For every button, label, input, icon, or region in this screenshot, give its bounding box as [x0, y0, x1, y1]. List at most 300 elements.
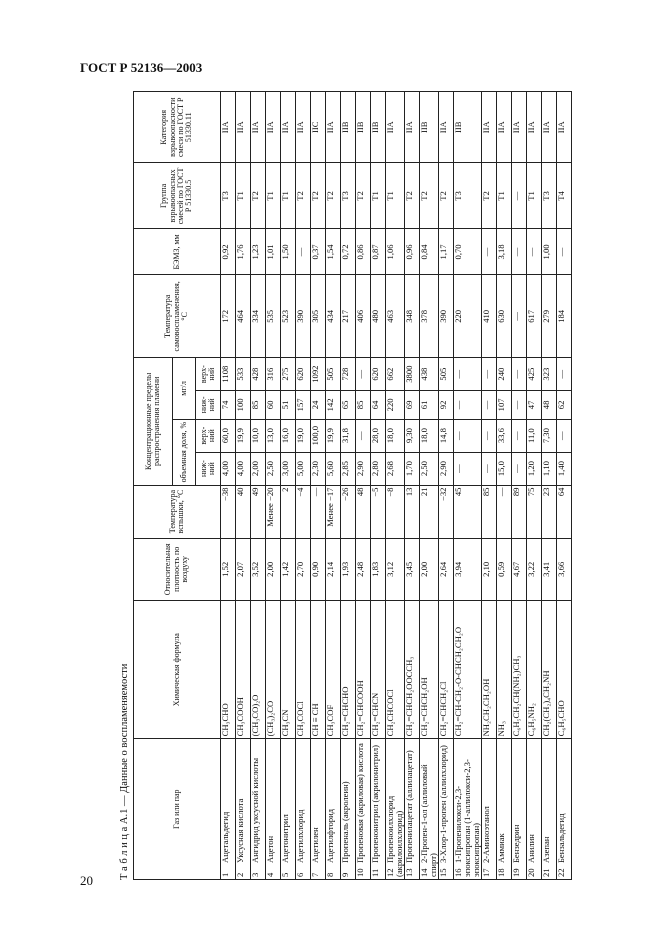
row-gas-name: Анилин	[526, 834, 537, 863]
row-number: 6	[295, 872, 305, 877]
cell-ml: 107	[497, 391, 512, 420]
cell-mu: 438	[420, 358, 439, 391]
row-gas-name: Ацетилфторид	[325, 808, 335, 863]
row-number: 12	[385, 868, 395, 877]
cell-flash: Менее −20	[266, 485, 281, 538]
col-volume: объемная доля, %	[173, 419, 196, 485]
row-gas-name: Уксусная кислота	[235, 798, 245, 863]
cell-g: —	[512, 163, 527, 229]
cell-flash: 2	[281, 485, 296, 538]
cell-gas	[557, 739, 572, 880]
cell-m: 1,54	[326, 229, 341, 275]
cell-c: IIA	[236, 92, 251, 163]
cell-c: IIA	[497, 92, 512, 163]
table-row	[454, 92, 482, 880]
cell-m: 0,72	[341, 229, 356, 275]
cell-density: 2,00	[420, 538, 439, 600]
cell-density: 1,42	[281, 538, 296, 600]
cell-gas	[420, 739, 439, 880]
cell-flash: 64	[557, 485, 572, 538]
cell-g: T2	[251, 163, 266, 229]
flammability-table	[133, 91, 572, 880]
row-gas-name: 1-Пропенилокси-2,3-эпоксипропан (1-аллилокси-2,3-эпоксипропан)	[453, 759, 482, 877]
cell-vl: 2,30	[311, 452, 326, 485]
cell-density: 4,67	[512, 538, 527, 600]
cell-vu: 18,0	[420, 419, 439, 452]
cell-mu: 1108	[221, 358, 236, 391]
cell-mu: 533	[236, 358, 251, 391]
row-gas-name: Азепан	[541, 836, 552, 863]
cell-vu: 19,9	[326, 419, 341, 452]
row-number: 2	[235, 872, 245, 877]
cell-mu: 240	[497, 358, 512, 391]
cell-m: 1,50	[281, 229, 296, 275]
cell-m: —	[512, 229, 527, 275]
cell-formula: CH₂CHCOCl	[386, 601, 405, 739]
cell-mu: —	[482, 358, 497, 391]
cell-m: 1,17	[439, 229, 454, 275]
cell-t: 390	[296, 275, 311, 358]
row-number: 18	[496, 868, 507, 877]
cell-g: T1	[527, 163, 542, 229]
cell-m: 1,23	[251, 229, 266, 275]
cell-vu: 100,0	[311, 419, 326, 452]
cell-mu: 620	[296, 358, 311, 391]
table-row	[356, 92, 371, 880]
row-number: 10	[355, 868, 365, 877]
cell-c: IIA	[482, 92, 497, 163]
cell-formula: CH₃COCl	[296, 601, 311, 739]
table-row	[542, 92, 557, 880]
row-number: 4	[265, 872, 275, 877]
rotated-table-area	[119, 91, 567, 880]
table-row	[497, 92, 512, 880]
cell-ml: 100	[236, 391, 251, 420]
cell-vu: —	[482, 419, 497, 452]
cell-c: IIB	[356, 92, 371, 163]
cell-flash: —	[311, 485, 326, 538]
cell-flash: —	[497, 485, 512, 538]
cell-g: T3	[341, 163, 356, 229]
cell-g: T2	[439, 163, 454, 229]
cell-m: 0,86	[356, 229, 371, 275]
cell-formula: CH₃CHO	[221, 601, 236, 739]
cell-ml: 61	[420, 391, 439, 420]
cell-mu: 425	[527, 358, 542, 391]
cell-vl: —	[482, 452, 497, 485]
col-group: Группа взрывоопасных смесей по ГОСТ Р 51330.5	[134, 163, 221, 229]
cell-vu: —	[454, 419, 482, 452]
cell-gas	[281, 739, 296, 880]
table-row	[326, 92, 341, 880]
cell-m: 0,96	[405, 229, 420, 275]
row-gas-name: Пропеналь (акролеин)	[340, 781, 350, 863]
cell-flash: 89	[512, 485, 527, 538]
cell-formula: (CH₃)₂CO	[266, 601, 281, 739]
cell-flash: 85	[482, 485, 497, 538]
cell-formula: CH₂=CHCN	[371, 601, 386, 739]
cell-gas	[405, 739, 420, 880]
table-body	[221, 92, 572, 880]
cell-formula: CH₂=CH-CH₂-O-CHCH₂CH₂O	[454, 601, 482, 739]
cell-formula: CH₂=CHCH₂OH	[420, 601, 439, 739]
cell-ml: 65	[341, 391, 356, 420]
cell-gas	[482, 739, 497, 880]
cell-c: IIA	[386, 92, 405, 163]
table-row	[405, 92, 420, 880]
row-gas-name: Пропенилацетат (аллилацетат)	[404, 750, 415, 863]
cell-mu: —	[356, 358, 371, 391]
cell-g: T2	[420, 163, 439, 229]
table-row	[371, 92, 386, 880]
cell-m: 0,87	[371, 229, 386, 275]
cell-m: 3,18	[497, 229, 512, 275]
cell-g: T1	[266, 163, 281, 229]
cell-t: 334	[251, 275, 266, 358]
row-number: 13	[404, 868, 415, 877]
table-row	[266, 92, 281, 880]
cell-formula: CH₂=CHCOOH	[356, 601, 371, 739]
row-gas-name: Ацетон	[265, 835, 275, 863]
cell-density: 3,45	[405, 538, 420, 600]
table-row	[281, 92, 296, 880]
row-gas-name: Ацетилхлорид	[295, 809, 305, 863]
row-gas-name: Аммиак	[496, 833, 507, 863]
cell-gas	[341, 739, 356, 880]
row-number: 7	[310, 872, 320, 877]
cell-density: 3,52	[251, 538, 266, 600]
row-gas-name: Бензальдегид	[556, 813, 567, 863]
row-number: 8	[325, 872, 335, 877]
cell-g: T4	[557, 163, 572, 229]
row-gas-name: Ацетонитрил	[280, 814, 290, 863]
col-formula: Химическая формула	[134, 601, 221, 739]
row-number: 22	[556, 868, 567, 877]
cell-g: T3	[221, 163, 236, 229]
cell-vu: —	[512, 419, 527, 452]
cell-mu: 662	[386, 358, 405, 391]
cell-vu: 9,30	[405, 419, 420, 452]
cell-m: —	[527, 229, 542, 275]
cell-m: —	[296, 229, 311, 275]
cell-density: 1,52	[221, 538, 236, 600]
cell-m: 0,84	[420, 229, 439, 275]
table-row	[251, 92, 266, 880]
cell-vl: 2,80	[371, 452, 386, 485]
cell-t: 434	[326, 275, 341, 358]
cell-mu: 505	[439, 358, 454, 391]
row-gas-name: Пропеновая (акриловая) кислота	[355, 743, 365, 863]
cell-ml: —	[454, 391, 482, 420]
cell-density: 3,41	[542, 538, 557, 600]
cell-formula: NH₂CH₂CH₂OH	[482, 601, 497, 739]
cell-formula: CH ≡ CH	[311, 601, 326, 739]
cell-gas	[326, 739, 341, 880]
cell-m: 1,76	[236, 229, 251, 275]
cell-mu: 620	[371, 358, 386, 391]
col-vol-upper: верх-ний	[196, 419, 221, 452]
cell-g: T2	[311, 163, 326, 229]
cell-vl: 2,90	[356, 452, 371, 485]
cell-flash: Менее −17	[326, 485, 341, 538]
cell-m: 1,01	[266, 229, 281, 275]
cell-mu: 1092	[311, 358, 326, 391]
cell-gas	[454, 739, 482, 880]
table-row	[420, 92, 439, 880]
cell-t: 348	[405, 275, 420, 358]
cell-gas	[497, 739, 512, 880]
table-row	[311, 92, 326, 880]
cell-formula: CH₂=CHCH₂Cl	[439, 601, 454, 739]
cell-m: 1,00	[542, 229, 557, 275]
cell-mu: —	[454, 358, 482, 391]
cell-formula: CH₂=CHCH₂OOCCH₃	[405, 601, 420, 739]
cell-m: 0,70	[454, 229, 482, 275]
cell-c: IIA	[439, 92, 454, 163]
cell-c: IIA	[281, 92, 296, 163]
cell-c: IIA	[296, 92, 311, 163]
cell-density: 1,83	[371, 538, 386, 600]
cell-vl: 2,90	[439, 452, 454, 485]
cell-c: IIA	[266, 92, 281, 163]
cell-density: 2,07	[236, 538, 251, 600]
cell-density: 2,00	[266, 538, 281, 600]
cell-vu: 33,6	[497, 419, 512, 452]
cell-flash: 40	[236, 485, 251, 538]
cell-c: IIA	[251, 92, 266, 163]
cell-vu: —	[557, 419, 572, 452]
cell-g: T2	[326, 163, 341, 229]
cell-m: 1,06	[386, 229, 405, 275]
cell-t: 305	[311, 275, 326, 358]
cell-vl: 1,10	[542, 452, 557, 485]
cell-m: —	[557, 229, 572, 275]
col-category: Категория взрывоопасности смеси по ГОСТ Р 51330.11	[134, 92, 221, 163]
cell-flash: −38	[221, 485, 236, 538]
cell-vl: 1,70	[405, 452, 420, 485]
cell-t: 617	[527, 275, 542, 358]
cell-c: IIA	[557, 92, 572, 163]
col-autoign: Температура самовоспламенения, °С	[134, 275, 221, 358]
cell-c: IIB	[420, 92, 439, 163]
cell-t: 523	[281, 275, 296, 358]
cell-vu: 60,0	[221, 419, 236, 452]
cell-density: 2,70	[296, 538, 311, 600]
row-number: 14	[419, 868, 430, 877]
cell-formula: CH₃COF	[326, 601, 341, 739]
table-row	[296, 92, 311, 880]
row-gas-name: Пропенонитрил (акрилонитрил)	[370, 745, 380, 863]
cell-t: —	[512, 275, 527, 358]
cell-flash: 49	[251, 485, 266, 538]
cell-vu: 19,9	[236, 419, 251, 452]
cell-flash: 23	[542, 485, 557, 538]
cell-ml: 24	[311, 391, 326, 420]
cell-mu: 316	[266, 358, 281, 391]
cell-ml: —	[482, 391, 497, 420]
cell-gas	[439, 739, 454, 880]
cell-mu: 323	[542, 358, 557, 391]
cell-g: T3	[454, 163, 482, 229]
col-limits: Концентрационные пределы распространения пламени	[134, 358, 173, 485]
cell-c: IIA	[542, 92, 557, 163]
cell-t: 463	[386, 275, 405, 358]
cell-vl: 4,00	[221, 452, 236, 485]
cell-flash: 48	[356, 485, 371, 538]
cell-formula: C₆H₅CHO	[557, 601, 572, 739]
row-number: 11	[370, 868, 380, 877]
cell-t: 464	[236, 275, 251, 358]
cell-gas	[542, 739, 557, 880]
cell-density: 3,22	[527, 538, 542, 600]
row-gas-name: Ангидрид уксусной кислоты	[250, 757, 260, 863]
cell-vl: 5,60	[326, 452, 341, 485]
cell-c: IIB	[341, 92, 356, 163]
cell-flash: 13	[405, 485, 420, 538]
cell-gas	[512, 739, 527, 880]
cell-density: 0,59	[497, 538, 512, 600]
cell-g: T2	[356, 163, 371, 229]
cell-mu: 428	[251, 358, 266, 391]
cell-mu: 275	[281, 358, 296, 391]
cell-ml: 142	[326, 391, 341, 420]
cell-vu: 31,8	[341, 419, 356, 452]
cell-c: IIA	[512, 92, 527, 163]
cell-flash: 21	[420, 485, 439, 538]
cell-mu: 728	[341, 358, 356, 391]
cell-ml: 47	[527, 391, 542, 420]
cell-ml: 157	[296, 391, 311, 420]
cell-vl: 5,00	[296, 452, 311, 485]
cell-vl: 2,68	[386, 452, 405, 485]
cell-vl: 4,00	[236, 452, 251, 485]
col-mesg: БЭМЗ, мм	[134, 229, 221, 275]
cell-ml: 60	[266, 391, 281, 420]
cell-mu: —	[557, 358, 572, 391]
cell-density: 2,48	[356, 538, 371, 600]
cell-t: 279	[542, 275, 557, 358]
row-number: 1	[220, 872, 230, 877]
cell-g: T2	[405, 163, 420, 229]
cell-t: 406	[356, 275, 371, 358]
cell-t: 172	[221, 275, 236, 358]
cell-t: 184	[557, 275, 572, 358]
cell-gas	[236, 739, 251, 880]
cell-vl: 1,40	[557, 452, 572, 485]
cell-gas	[386, 739, 405, 880]
cell-t: 217	[341, 275, 356, 358]
cell-c: IIB	[371, 92, 386, 163]
cell-gas	[221, 739, 236, 880]
cell-vu: 10,0	[251, 419, 266, 452]
cell-t: 410	[482, 275, 497, 358]
cell-g: T3	[542, 163, 557, 229]
row-gas-name: 2-Пропен-1-ол (аллиловый спирт)	[419, 764, 439, 877]
cell-vl: 15,0	[497, 452, 512, 485]
document-header: ГОСТ Р 52136—2003	[80, 60, 203, 75]
cell-g: T1	[236, 163, 251, 229]
cell-vu: 11,0	[527, 419, 542, 452]
cell-flash: −8	[386, 485, 405, 538]
cell-g: T1	[281, 163, 296, 229]
table-row	[386, 92, 405, 880]
cell-formula: C₆H₅CH₂CH(NH₂)CH₃	[512, 601, 527, 739]
cell-ml: 92	[439, 391, 454, 420]
row-number: 17	[481, 868, 492, 877]
col-vol-lower: ниж-ний	[196, 452, 221, 485]
cell-m: —	[482, 229, 497, 275]
cell-ml: 69	[405, 391, 420, 420]
row-number: 21	[541, 868, 552, 877]
cell-vl: 3,00	[281, 452, 296, 485]
cell-vl: 2,50	[266, 452, 281, 485]
cell-flash: −4	[296, 485, 311, 538]
row-gas-name: 3-Хлор-1-пропен (аллилхлорид)	[438, 745, 449, 863]
cell-c: IIA	[527, 92, 542, 163]
cell-density: 2,10	[482, 538, 497, 600]
cell-vu: 28,0	[371, 419, 386, 452]
row-gas-name: Ацетальдегид	[220, 811, 230, 863]
table-caption: Т а б л и ц а А.1 — Данные о воспламеняемости	[119, 663, 130, 880]
cell-gas	[356, 739, 371, 880]
cell-formula: C₆H₅NH₂	[527, 601, 542, 739]
cell-g: T1	[386, 163, 405, 229]
row-number: 5	[280, 872, 290, 877]
cell-g: T2	[482, 163, 497, 229]
cell-vl: 1,20	[527, 452, 542, 485]
cell-g: T1	[371, 163, 386, 229]
cell-gas	[266, 739, 281, 880]
row-number: 9	[340, 872, 350, 877]
cell-density: 2,14	[326, 538, 341, 600]
cell-g: T2	[296, 163, 311, 229]
cell-flash: −5	[371, 485, 386, 538]
col-gas: Газ или пар	[134, 739, 221, 880]
col-density: Относительная плотность по воздуху	[134, 538, 221, 600]
cell-flash: −32	[439, 485, 454, 538]
cell-c: IIC	[311, 92, 326, 163]
row-number: 20	[526, 868, 537, 877]
cell-formula: CH₃COOH	[236, 601, 251, 739]
col-flash: Температура вспышки, °С	[134, 485, 221, 538]
cell-ml: 62	[557, 391, 572, 420]
cell-c: IIA	[221, 92, 236, 163]
cell-vl: —	[454, 452, 482, 485]
cell-gas	[371, 739, 386, 880]
cell-m: 0,92	[221, 229, 236, 275]
cell-gas	[527, 739, 542, 880]
row-number: 19	[511, 868, 522, 877]
cell-t: 220	[454, 275, 482, 358]
cell-vu: 7,30	[542, 419, 557, 452]
cell-vl: 2,85	[341, 452, 356, 485]
cell-vu: 13,0	[266, 419, 281, 452]
cell-flash: 75	[527, 485, 542, 538]
table-row	[557, 92, 572, 880]
cell-mu: 3800	[405, 358, 420, 391]
cell-g: T1	[497, 163, 512, 229]
cell-t: 480	[371, 275, 386, 358]
row-gas-name: Пропеноилхлорид (акрилоилхлорид)	[385, 795, 405, 877]
cell-density: 0,90	[311, 538, 326, 600]
table-row	[439, 92, 454, 880]
cell-c: IIA	[405, 92, 420, 163]
cell-vu: 19,0	[296, 419, 311, 452]
cell-vl: 2,00	[251, 452, 266, 485]
cell-density: 3,66	[557, 538, 572, 600]
cell-t: 390	[439, 275, 454, 358]
cell-vu: —	[356, 419, 371, 452]
